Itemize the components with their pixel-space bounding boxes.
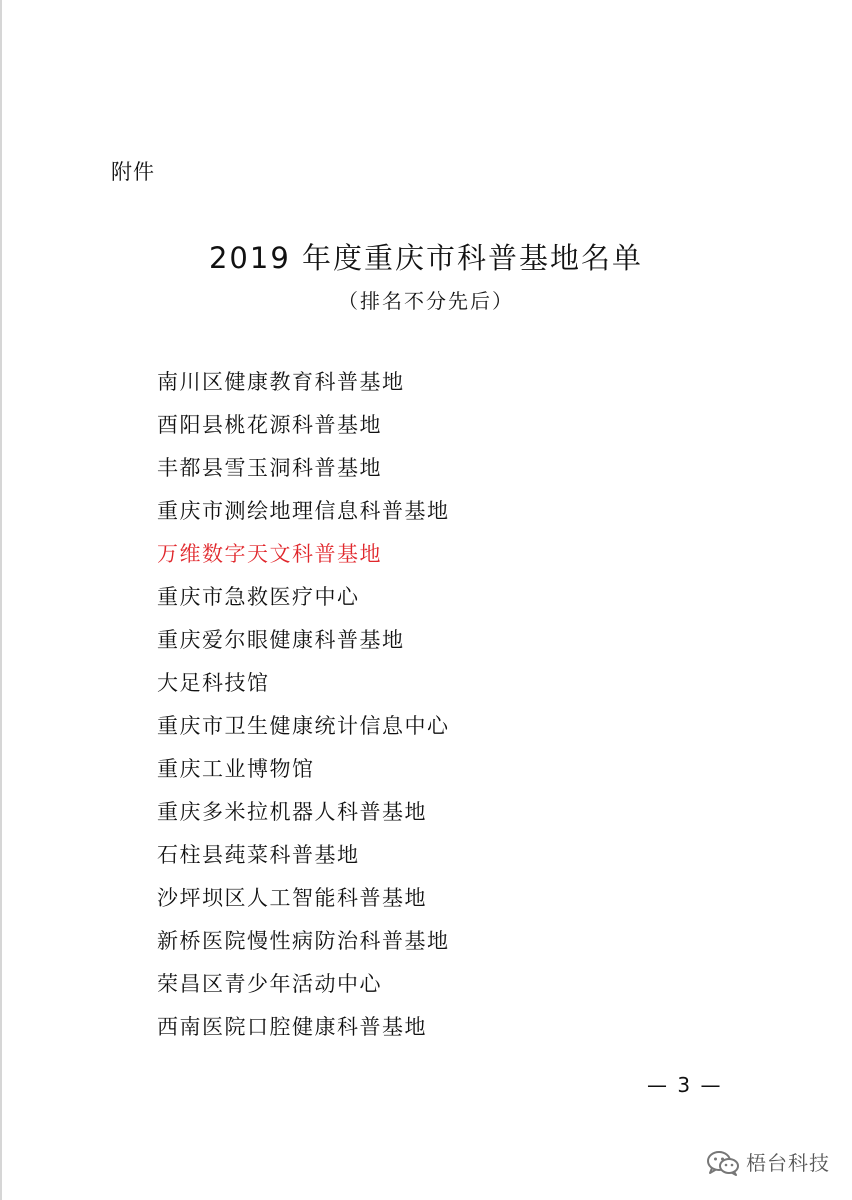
list-item: 石柱县莼菜科普基地 [157, 843, 360, 867]
document-subtitle: （排名不分先后） [338, 289, 514, 313]
page-number: — 3 — [647, 1073, 723, 1097]
list-item: 重庆市急救医疗中心 [157, 585, 360, 609]
page-left-edge [0, 0, 2, 1200]
wechat-icon [706, 1150, 740, 1176]
list-item: 丰都县雪玉洞科普基地 [157, 456, 382, 480]
watermark-text: 梧台科技 [746, 1151, 830, 1175]
list-item: 大足科技馆 [157, 671, 270, 695]
list-item: 沙坪坝区人工智能科普基地 [157, 886, 427, 910]
list-item: 重庆工业博物馆 [157, 757, 315, 781]
list-item: 新桥医院慢性病防治科普基地 [157, 929, 450, 953]
list-item-highlighted: 万维数字天文科普基地 [157, 542, 382, 566]
list-item: 西南医院口腔健康科普基地 [157, 1015, 427, 1039]
list-item: 重庆爱尔眼健康科普基地 [157, 628, 405, 652]
document-title: 2019 年度重庆市科普基地名单 [208, 241, 644, 275]
watermark [706, 1150, 830, 1176]
list-item: 重庆市测绘地理信息科普基地 [157, 499, 450, 523]
list-item: 南川区健康教育科普基地 [157, 370, 405, 394]
list-item: 酉阳县桃花源科普基地 [157, 413, 382, 437]
list-item: 荣昌区青少年活动中心 [157, 972, 382, 996]
list-item: 重庆多米拉机器人科普基地 [157, 800, 427, 824]
list-item: 重庆市卫生健康统计信息中心 [157, 714, 450, 738]
attachment-label: 附件 [111, 160, 155, 184]
science-base-list [157, 367, 450, 1055]
